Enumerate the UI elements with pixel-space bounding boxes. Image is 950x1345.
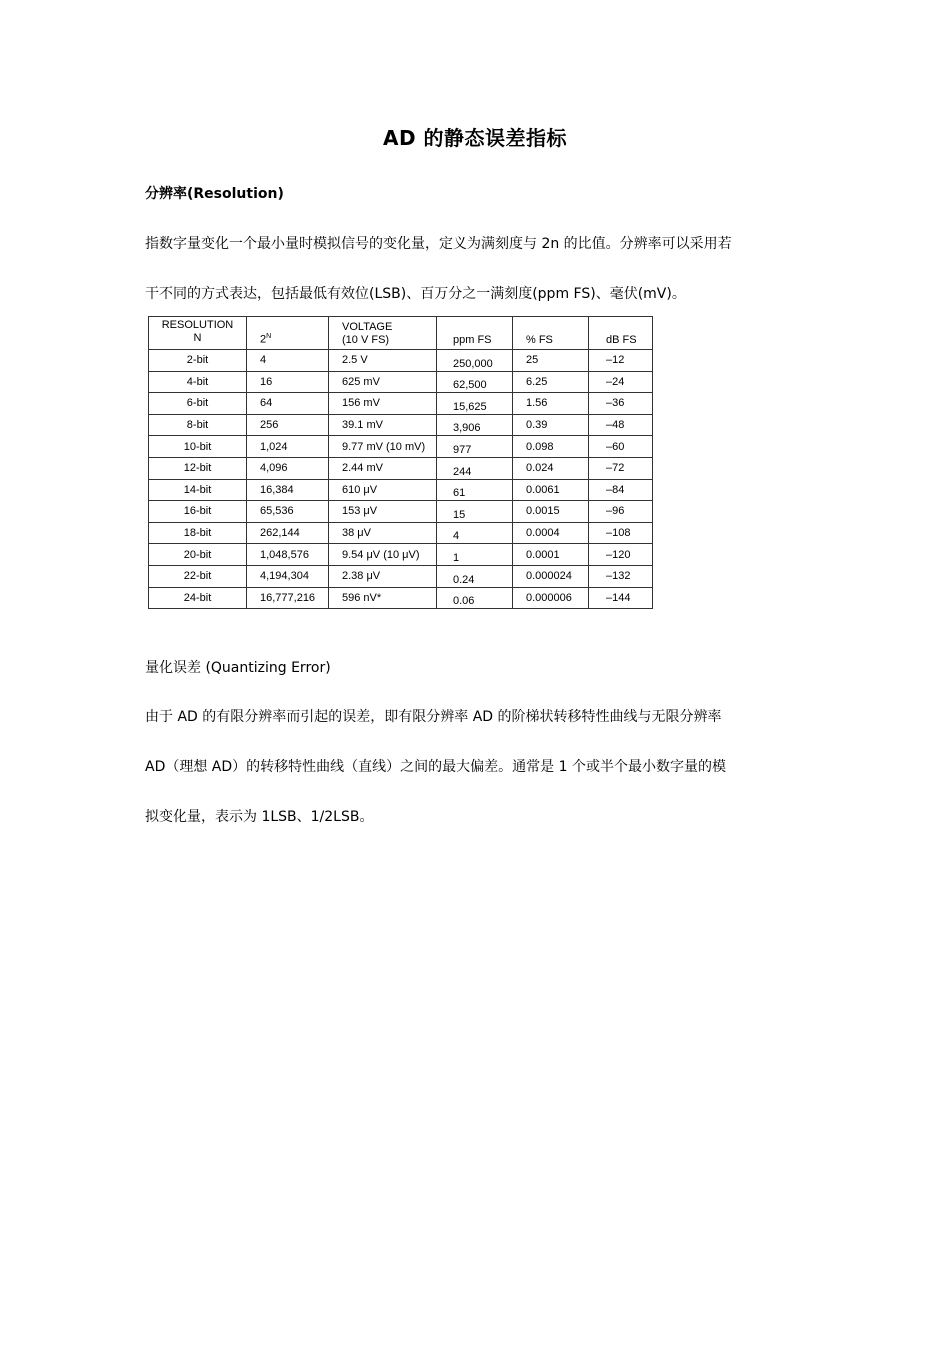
header-resolution-line1: RESOLUTION — [161, 319, 234, 331]
cell-percent-fs: 0.0015 — [513, 501, 589, 523]
cell-db-fs: –144 — [589, 587, 653, 609]
table-row — [149, 414, 653, 436]
cell-db-fs: –132 — [589, 565, 653, 587]
cell-voltage: 9.77 mV (10 mV) — [329, 436, 437, 458]
cell-db-fs: –96 — [589, 501, 653, 523]
resolution-paragraph-line-1: 指数字量变化一个最小量时模拟信号的变化量，定义为满刻度与 2n 的比值。分辨率可以采用若 — [145, 236, 732, 252]
cell-resolution: 4-bit — [149, 371, 247, 393]
cell-voltage: 156 mV — [329, 393, 437, 415]
cell-db-fs: –24 — [589, 371, 653, 393]
cell-resolution: 12-bit — [149, 457, 247, 479]
cell-db-fs: –108 — [589, 522, 653, 544]
cell-voltage: 596 nV* — [329, 587, 437, 609]
header-voltage-line2: (10 V FS) — [342, 334, 390, 346]
cell-voltage: 9.54 μV (10 μV) — [329, 544, 437, 566]
cell-percent-fs: 0.0061 — [513, 479, 589, 501]
cell-ppm-fs: 0.24 — [437, 565, 513, 587]
cell-resolution: 14-bit — [149, 479, 247, 501]
cell-resolution: 10-bit — [149, 436, 247, 458]
cell-percent-fs: 0.000006 — [513, 587, 589, 609]
cell-two-power-n: 256 — [247, 414, 329, 436]
cell-two-power-n: 16,384 — [247, 479, 329, 501]
cell-resolution: 24-bit — [149, 587, 247, 609]
cell-voltage: 2.5 V — [329, 350, 437, 372]
header-two-exponent: N — [266, 333, 272, 341]
cell-two-power-n: 1,024 — [247, 436, 329, 458]
cell-percent-fs: 0.098 — [513, 436, 589, 458]
cell-db-fs: –36 — [589, 393, 653, 415]
cell-percent-fs: 0.39 — [513, 414, 589, 436]
cell-db-fs: –60 — [589, 436, 653, 458]
cell-percent-fs: 1.56 — [513, 393, 589, 415]
cell-ppm-fs: 62,500 — [437, 371, 513, 393]
cell-voltage: 38 μV — [329, 522, 437, 544]
quantizing-paragraph-line-1: 由于 AD 的有限分辨率而引起的误差，即有限分辨率 AD 的阶梯状转移特性曲线与无限分辨率 — [145, 709, 722, 725]
cell-voltage: 2.44 mV — [329, 457, 437, 479]
cell-ppm-fs: 4 — [437, 522, 513, 544]
table-row — [149, 371, 653, 393]
table-row — [149, 436, 653, 458]
header-percent-fs: % FS — [513, 317, 589, 350]
cell-two-power-n: 262,144 — [247, 522, 329, 544]
cell-ppm-fs: 15,625 — [437, 393, 513, 415]
cell-resolution: 18-bit — [149, 522, 247, 544]
header-resolution-line2: N — [193, 332, 202, 344]
table-row — [149, 587, 653, 609]
header-resolution — [149, 317, 247, 350]
cell-resolution: 2-bit — [149, 350, 247, 372]
header-db-fs: dB FS — [589, 317, 653, 350]
page-title: AD 的静态误差指标 — [382, 126, 568, 150]
cell-db-fs: –72 — [589, 457, 653, 479]
table-row — [149, 565, 653, 587]
cell-percent-fs: 0.0001 — [513, 544, 589, 566]
cell-resolution: 16-bit — [149, 501, 247, 523]
resolution-heading: 分辨率(Resolution) — [145, 186, 284, 202]
cell-two-power-n: 4,096 — [247, 457, 329, 479]
cell-resolution: 22-bit — [149, 565, 247, 587]
cell-two-power-n: 4,194,304 — [247, 565, 329, 587]
header-two-base: 2 — [260, 334, 267, 346]
header-ppm-fs: ppm FS — [437, 317, 513, 350]
cell-resolution: 6-bit — [149, 393, 247, 415]
cell-ppm-fs: 15 — [437, 501, 513, 523]
cell-two-power-n: 65,536 — [247, 501, 329, 523]
cell-two-power-n: 1,048,576 — [247, 544, 329, 566]
cell-resolution: 8-bit — [149, 414, 247, 436]
cell-percent-fs: 0.024 — [513, 457, 589, 479]
quantizing-heading: 量化误差 (Quantizing Error) — [145, 660, 331, 676]
cell-db-fs: –12 — [589, 350, 653, 372]
cell-db-fs: –120 — [589, 544, 653, 566]
cell-two-power-n: 64 — [247, 393, 329, 415]
cell-ppm-fs: 3,906 — [437, 414, 513, 436]
cell-voltage: 39.1 mV — [329, 414, 437, 436]
cell-ppm-fs: 244 — [437, 457, 513, 479]
cell-two-power-n: 16,777,216 — [247, 587, 329, 609]
cell-db-fs: –48 — [589, 414, 653, 436]
cell-two-power-n: 4 — [247, 350, 329, 372]
quantizing-paragraph-line-3: 拟变化量，表示为 1LSB、1/2LSB。 — [145, 809, 374, 825]
cell-percent-fs: 6.25 — [513, 371, 589, 393]
table-row — [149, 544, 653, 566]
quantizing-paragraph-line-2: AD（理想 AD）的转移特性曲线（直线）之间的最大偏差。通常是 1 个或半个最小数字量的模 — [145, 759, 726, 775]
header-two-power-n — [247, 317, 329, 350]
table-row — [149, 501, 653, 523]
table-row — [149, 457, 653, 479]
header-voltage-line1: VOLTAGE — [342, 321, 393, 333]
table-row — [149, 522, 653, 544]
resolution-table-container — [148, 316, 653, 609]
cell-percent-fs: 25 — [513, 350, 589, 372]
cell-ppm-fs: 1 — [437, 544, 513, 566]
cell-ppm-fs: 977 — [437, 436, 513, 458]
cell-voltage: 153 μV — [329, 501, 437, 523]
cell-percent-fs: 0.000024 — [513, 565, 589, 587]
table-header-row — [149, 317, 653, 350]
table-row — [149, 393, 653, 415]
table-row — [149, 479, 653, 501]
cell-two-power-n: 16 — [247, 371, 329, 393]
cell-ppm-fs: 61 — [437, 479, 513, 501]
cell-voltage: 625 mV — [329, 371, 437, 393]
cell-db-fs: –84 — [589, 479, 653, 501]
cell-percent-fs: 0.0004 — [513, 522, 589, 544]
cell-voltage: 2.38 μV — [329, 565, 437, 587]
cell-voltage: 610 μV — [329, 479, 437, 501]
resolution-paragraph-line-2: 干不同的方式表达，包括最低有效位(LSB)、百万分之一满刻度(ppm FS)、毫伏(mV)。 — [145, 286, 686, 302]
table-body — [149, 350, 653, 609]
table-row — [149, 350, 653, 372]
header-voltage — [329, 317, 437, 350]
resolution-table — [148, 316, 653, 609]
cell-ppm-fs: 0.06 — [437, 587, 513, 609]
cell-ppm-fs: 250,000 — [437, 350, 513, 372]
cell-resolution: 20-bit — [149, 544, 247, 566]
